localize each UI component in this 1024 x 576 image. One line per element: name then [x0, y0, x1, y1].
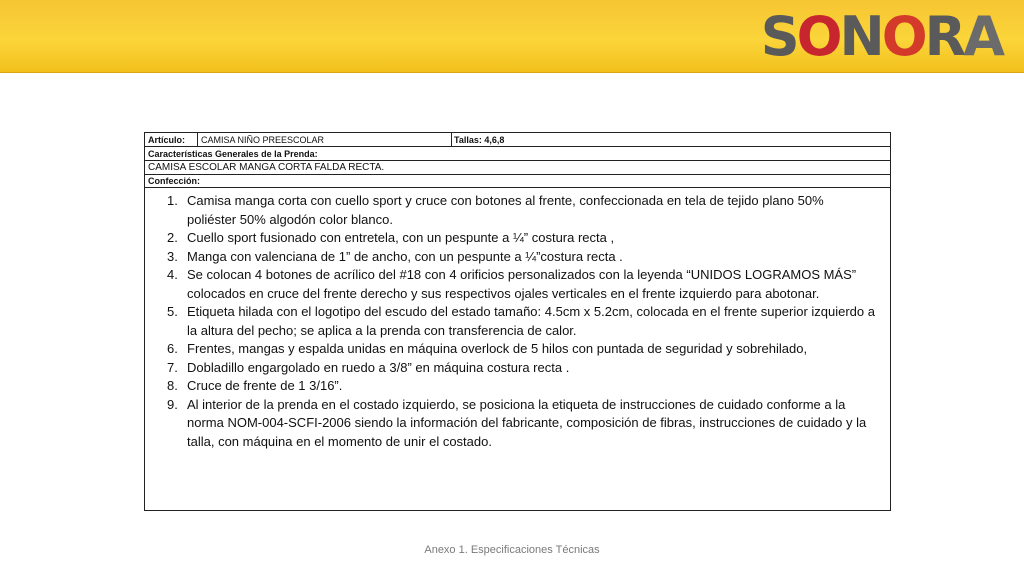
caracteristicas-value: CAMISA ESCOLAR MANGA CORTA FALDA RECTA. — [148, 162, 385, 173]
caracteristicas-value-row — [145, 161, 890, 175]
item-text: Cruce de frente de 1 3/16”. — [187, 378, 343, 393]
header-band — [0, 0, 1024, 73]
item-number: 9. — [167, 396, 178, 412]
spec-table — [144, 132, 891, 511]
item-number: 8. — [167, 378, 178, 393]
footer-caption: Anexo 1. Especificaciones Técnicas — [424, 544, 600, 556]
logo-letter: A — [963, 5, 1002, 68]
confeccion-label: Confección: — [148, 176, 201, 186]
list-item — [167, 192, 876, 229]
list-item — [167, 340, 876, 359]
articulo-label: Artículo: — [145, 133, 198, 146]
logo-letter: O — [881, 5, 925, 68]
item-text: Camisa manga corta con cuello sport y cruce con botones al frente, confeccionada en tela de tejido plano 50% poliéster 50% algodón color blanco. — [187, 193, 824, 227]
item-number: 7. — [167, 359, 178, 375]
list-item — [167, 377, 876, 396]
item-text: Dobladillo engargolado en ruedo a 3/8” en máquina costura recta . — [187, 359, 570, 375]
item-number: 4. — [167, 267, 178, 282]
item-text: Manga con valenciana de 1” de ancho, con un pespunte a ¼”costura recta . — [187, 248, 623, 264]
item-number: 2. — [167, 230, 178, 245]
list-item — [167, 303, 876, 340]
logo-letter: O — [796, 5, 840, 68]
articulo-value: CAMISA NIÑO PREESCOLAR — [198, 133, 452, 146]
list-item — [167, 396, 876, 452]
caracteristicas-label: Características Generales de la Prenda: — [148, 148, 318, 159]
sonora-logo — [760, 5, 1002, 68]
logo-letter: N — [839, 5, 882, 68]
list-item — [167, 229, 876, 248]
confeccion-row — [145, 175, 890, 188]
list-item — [167, 359, 876, 378]
list-item — [167, 266, 876, 303]
item-text: Cuello sport fusionado con entretela, con un pespunte a ¼” costura recta , — [187, 230, 615, 245]
item-number: 6. — [167, 341, 178, 356]
item-text: Etiqueta hilada con el logotipo del escudo del estado tamaño: 4.5cm x 5.2cm, colocada en el frente superior izquierdo a la altura del pecho; se aplica a la prenda con transferencia de calor. — [187, 304, 875, 338]
articulo-row — [145, 133, 890, 147]
item-text: Se colocan 4 botones de acrílico del #18 con 4 orificios personalizados con la leyenda “UNIDOS LOGRAMOS MÁS” colocados en cruce del frente derecho y sus respectivos ojales verticales en el frente izquierdo para abotonar. — [187, 267, 857, 301]
item-text: Frentes, mangas y espalda unidas en máquina overlock de 5 hilos con puntada de seguridad y sobrehilado, — [187, 341, 808, 356]
item-text: Al interior de la prenda en el costado izquierdo, se posiciona la etiqueta de instrucciones de cuidado conforme a la norma NOM-004-SCFI-2006 siendo la información del fabricante, composición de fibras, instrucciones de cuidado y la talla, con máquina en el momento de unir el costado. — [187, 396, 867, 449]
list-item — [167, 248, 876, 267]
confeccion-list — [145, 188, 890, 451]
item-number: 3. — [167, 248, 178, 264]
item-number: 5. — [167, 304, 178, 319]
logo-letter: S — [760, 5, 797, 68]
caracteristicas-label-row — [145, 147, 890, 161]
item-number: 1. — [167, 193, 178, 208]
logo-letter: R — [924, 5, 964, 68]
tallas-value: Tallas: 4,6,8 — [454, 134, 505, 145]
